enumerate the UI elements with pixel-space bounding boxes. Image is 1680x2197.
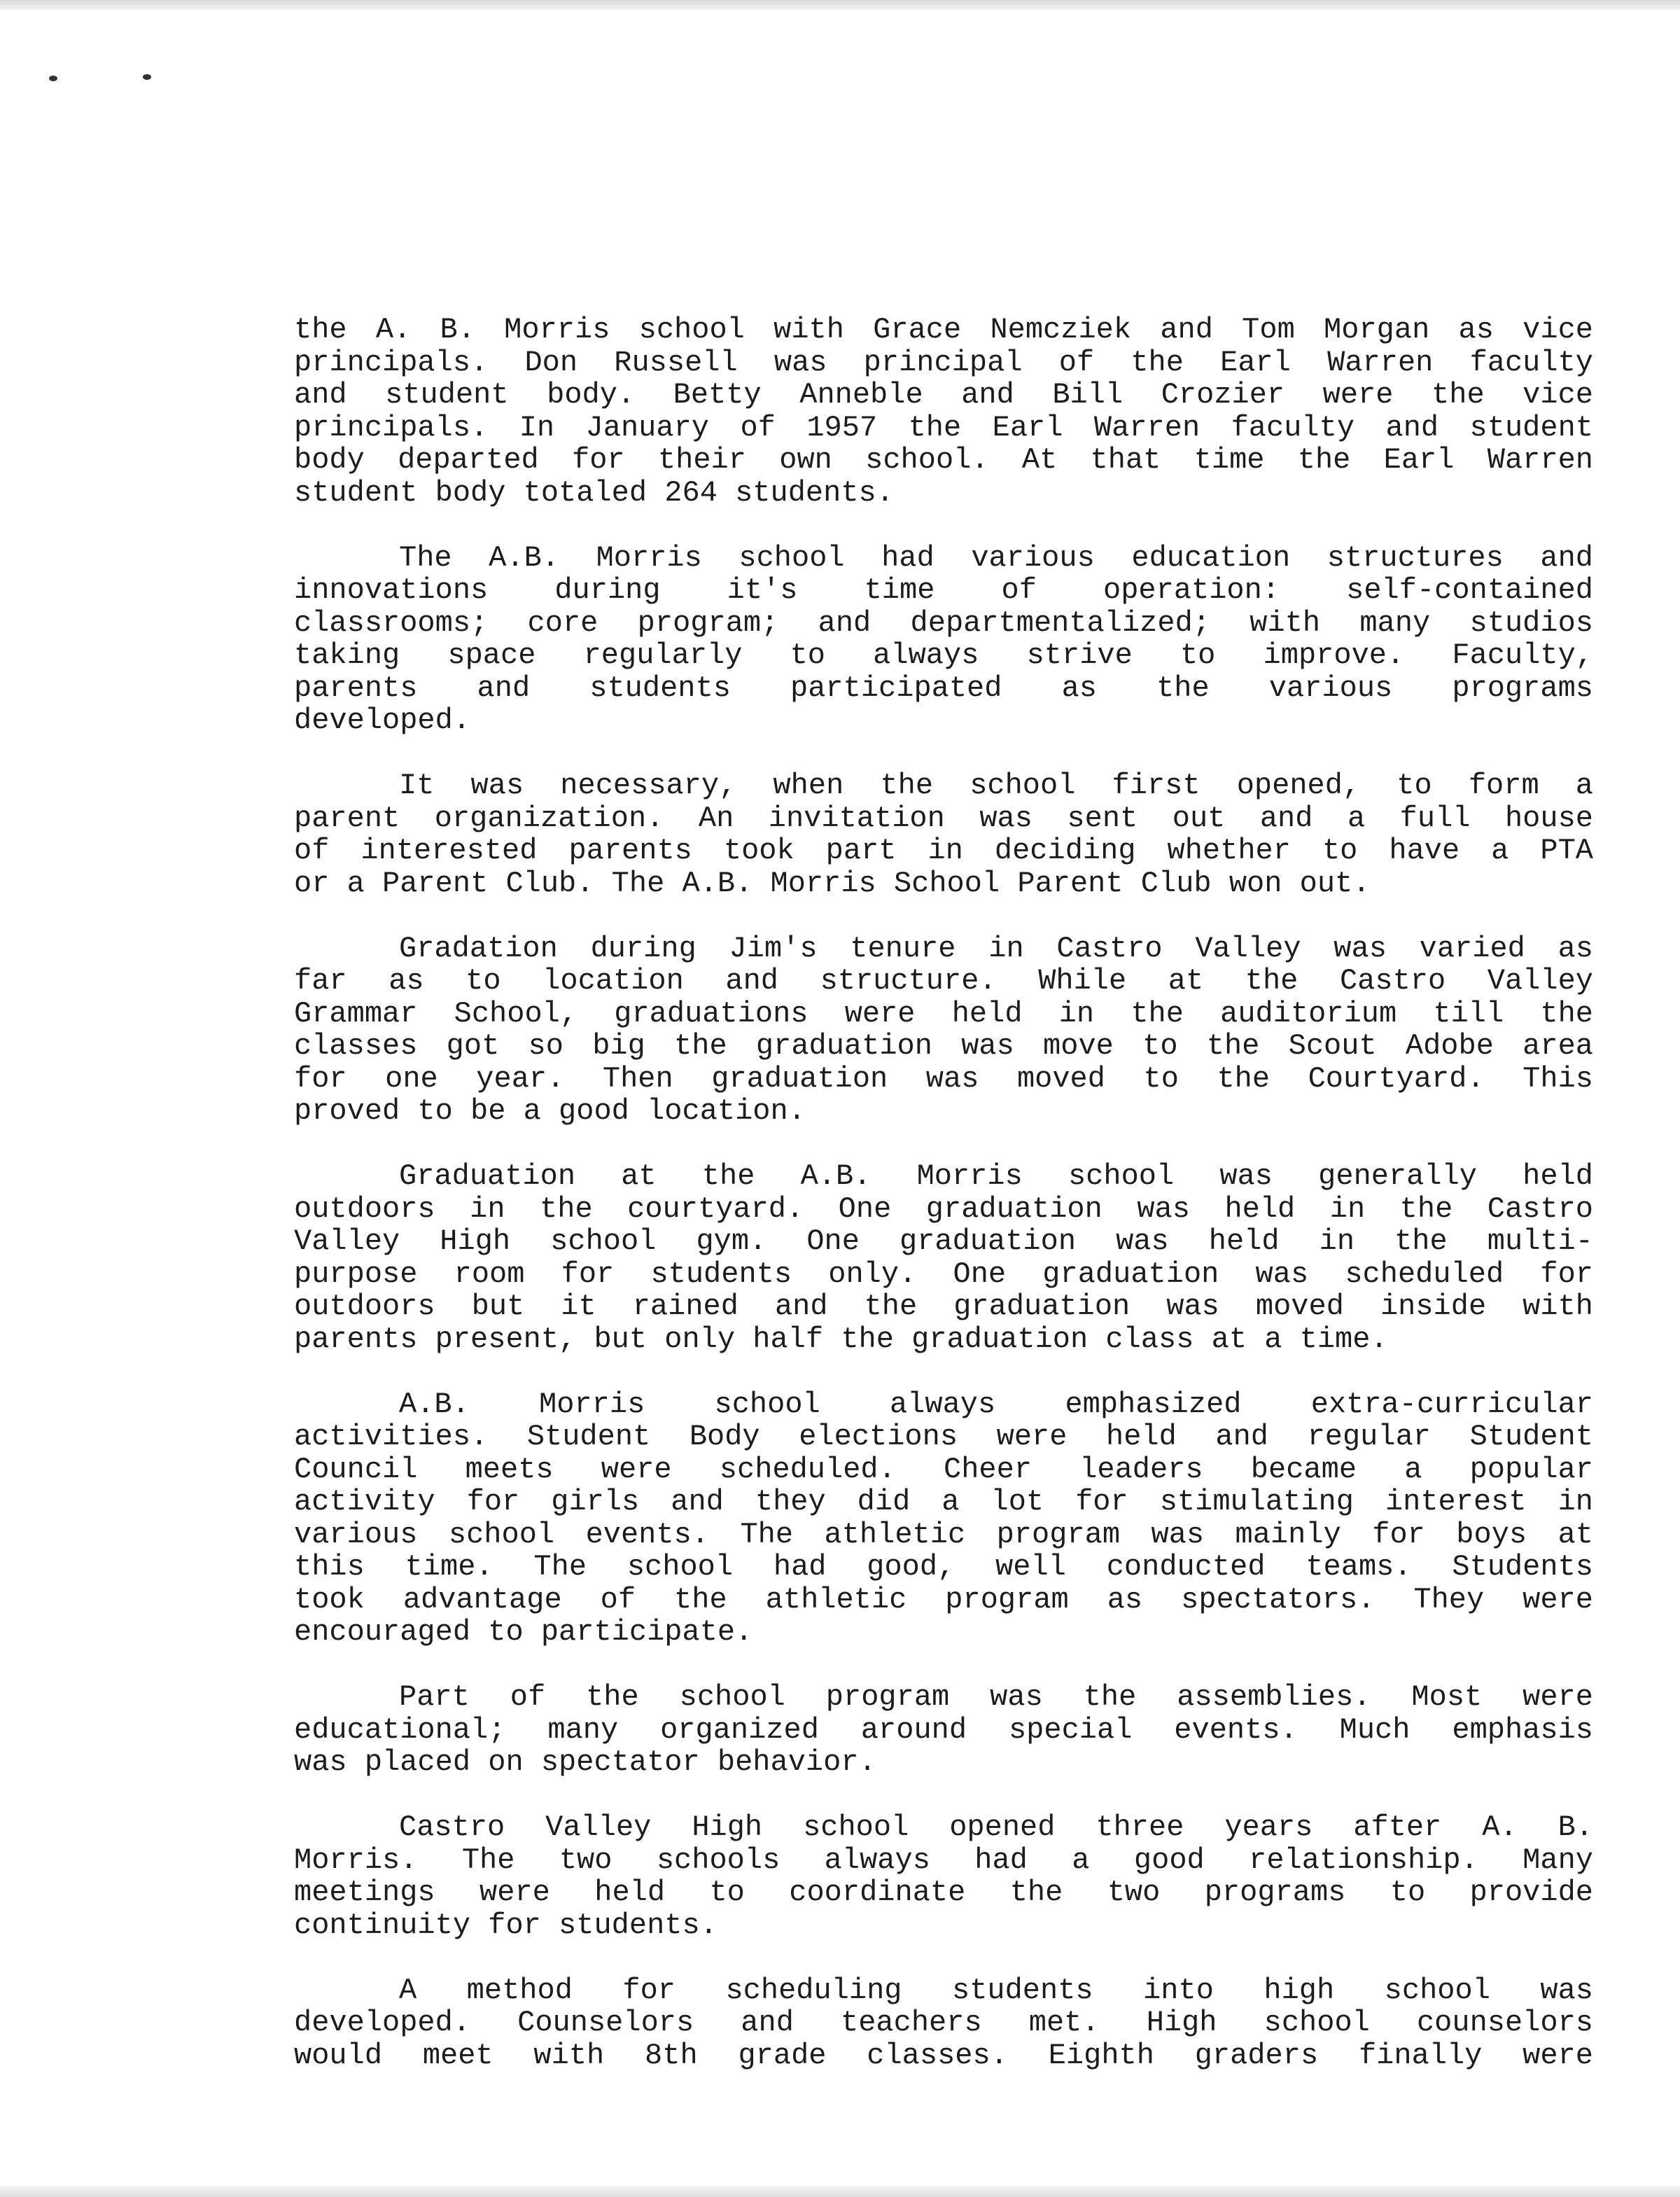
text-line: continuity for students. [294,1908,718,1942]
paragraph [294,1681,1593,1779]
text-line: principals. In January of 1957 the Earl Warren faculty and student [294,410,1593,445]
text-line: Morris. The two schools always had a good relationship. Many [294,1843,1593,1877]
text-line: of interested parents took part in deciding whether to have a PTA [294,834,1593,867]
text-line: activity for girls and they did a lot for stimulating interest in [294,1485,1593,1519]
text-line: activities. Student Body elections were held and regular Student [294,1420,1593,1453]
text-line: for one year. Then graduation was moved to the Courtyard. This [294,1061,1593,1096]
text-line: meetings were held to coordinate the two programs to provide [294,1876,1593,1909]
text-line: A method for scheduling students into high school was [399,1973,1593,2007]
text-line: outdoors but it rained and the graduation was moved inside with [294,1290,1593,1323]
text-line: A.B. Morris school always emphasized extra-curricular [399,1387,1593,1421]
scan-edge-bottom [0,2186,1680,2197]
text-line: or a Parent Club. The A.B. Morris School Parent Club won out. [294,866,1371,900]
text-line: innovations during it's time of operation: self-contained [294,573,1593,607]
text-line: student body totaled 264 students. [294,475,894,510]
text-line: parent organization. An invitation was sent out and a full house [294,801,1593,835]
text-line: proved to be a good location. [294,1094,806,1128]
paragraph [294,769,1593,900]
text-line: parents present, but only half the graduation class at a time. [294,1322,1388,1356]
paragraph [294,542,1593,737]
text-line: Gradation during Jim's tenure in Castro Valley was varied as [399,931,1593,965]
text-line: classrooms; core program; and departmentalized; with many studios [294,606,1593,640]
scan-edge-top [0,0,1680,10]
paragraph [294,933,1593,1128]
text-line: would meet with 8th grade classes. Eighth graders finally were [294,2038,1593,2072]
paragraph [294,314,1593,509]
paragraph [294,1160,1593,1355]
text-line: was placed on spectator behavior. [294,1745,876,1779]
text-line: purpose room for students only. One graduation was scheduled for [294,1257,1593,1291]
paragraph [294,1388,1593,1649]
text-line: this time. The school had good, well conducted teams. Students [294,1550,1593,1584]
text-line: taking space regularly to always strive to improve. Faculty, [294,639,1593,672]
text-line: developed. Counselors and teachers met. High school counselors [294,2006,1593,2039]
text-line: educational; many organized around special events. Much emphasis [294,1713,1593,1747]
text-line: Part of the school program was the assemblies. Most were [399,1680,1593,1714]
text-line: principals. Don Russell was principal of the Earl Warren faculty [294,345,1593,379]
text-line: It was necessary, when the school first opened, to form a [399,769,1593,802]
text-line: The A.B. Morris school had various education structures and [399,540,1593,575]
text-line: encouraged to participate. [294,1615,753,1649]
text-line: parents and students participated as the various programs [294,671,1593,705]
text-line: Castro Valley High school opened three years after A. B. [399,1811,1593,1844]
text-line: classes got so big the graduation was move to the Scout Adobe area [294,1029,1593,1063]
text-line: Valley High school gym. One graduation was held in the multi- [294,1225,1593,1258]
scan-speck [143,74,151,80]
text-line: body departed for their own school. At that time the Earl Warren [294,443,1593,477]
paragraph [294,1811,1593,1941]
text-line: various school events. The athletic program was mainly for boys at [294,1517,1593,1551]
text-line: Grammar School, graduations were held in the auditorium till the [294,996,1593,1031]
text-line: outdoors in the courtyard. One graduation was held in the Castro [294,1192,1593,1226]
text-line: far as to location and structure. While at the Castro Valley [294,964,1593,998]
text-line: developed. [294,704,471,737]
scan-speck [49,76,57,81]
document-body [294,314,1593,2105]
text-line: Graduation at the A.B. Morris school was generally held [399,1159,1593,1193]
text-line: the A. B. Morris school with Grace Nemcziek and Tom Morgan as vice [294,313,1593,347]
text-line: and student body. Betty Anneble and Bill Crozier were the vice [294,378,1593,412]
text-line: took advantage of the athletic program as spectators. They were [294,1582,1593,1617]
text-line: Council meets were scheduled. Cheer leaders became a popular [294,1452,1593,1486]
paragraph [294,1974,1593,2072]
